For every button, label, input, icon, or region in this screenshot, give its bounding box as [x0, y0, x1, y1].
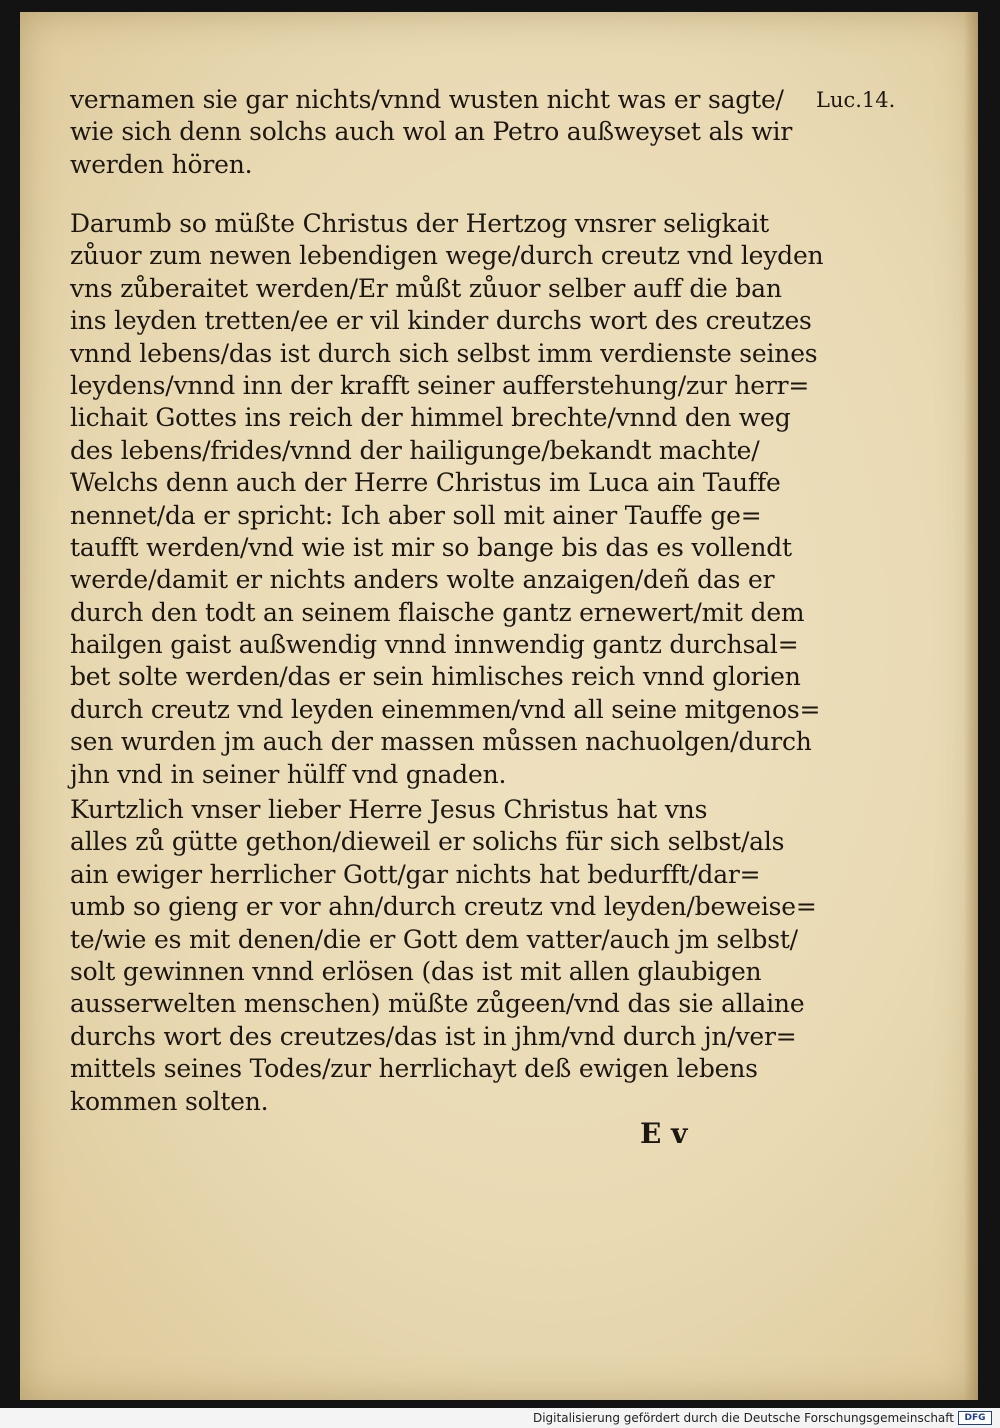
text-line: Kurtzlich vnser lieber Herre Jesus Christus hat vns: [70, 795, 708, 824]
paragraph-1: [70, 84, 850, 181]
text-line: ain ewiger herrlicher Gott/gar nichts hat bedurfft/dar=: [70, 859, 761, 889]
paragraph-2: [70, 208, 850, 791]
text-line: alles zů gütte gethon/dieweil er solichs für sich selbst/als: [70, 827, 785, 857]
text-line: zůuor zum newen lebendigen wege/durch creutz vnd leyden: [70, 241, 824, 271]
text-line: te/wie es mit denen/die er Gott dem vatter/auch jm selbst/: [70, 924, 798, 954]
text-line: werde/damit er nichts anders wolte anzaigen/deñ das er: [70, 565, 775, 595]
dfg-logo-icon: DFG: [958, 1411, 992, 1425]
text-line: ausserwelten menschen) müßte zůgeen/vnd das sie allaine: [70, 989, 805, 1019]
text-line: bet solte werden/das er sein himlisches reich vnnd glorien: [70, 662, 801, 692]
text-line: wie sich denn solchs auch wol an Petro außweyset als wir: [70, 117, 793, 147]
text-line: werden hören.: [70, 149, 253, 179]
text-line: vns zůberaitet werden/Er můßt zůuor selber auff die ban: [70, 273, 782, 303]
scanned-page: [20, 12, 978, 1400]
text-line: sen wurden jm auch der massen můssen nachuolgen/durch: [70, 727, 812, 757]
text-line: jhn vnd in seiner hülff vnd gnaden.: [70, 759, 507, 789]
paragraph-3: [70, 794, 850, 1118]
funding-notice: Digitalisierung gefördert durch die Deutsche Forschungsgemeinschaft: [532, 1411, 954, 1425]
text-line: taufft werden/vnd wie ist mir so bange bis das es vollendt: [70, 532, 792, 562]
text-line: nennet/da er spricht: Ich aber soll mit ainer Tauffe ge=: [70, 500, 762, 530]
margin-note: Luc.14.: [816, 88, 896, 112]
text-line: Darumb so müßte Christus der Hertzog vnsrer seligkait: [70, 209, 769, 238]
text-line: des lebens/frides/vnnd der hailigunge/bekandt machte/: [70, 435, 760, 465]
text-line: leydens/vnnd inn der krafft seiner aufferstehung/zur herr=: [70, 370, 810, 400]
text-line: durchs wort des creutzes/das ist in jhm/vnd durch jn/ver=: [70, 1021, 797, 1051]
signature-mark: E v: [640, 1117, 688, 1150]
footer-bar: [0, 1408, 1000, 1428]
text-line: kommen solten.: [70, 1086, 269, 1116]
text-line: umb so gieng er vor ahn/durch creutz vnd leyden/beweise=: [70, 892, 817, 922]
text-line: Welchs denn auch der Herre Christus im Luca ain Tauffe: [70, 468, 781, 498]
text-line: hailgen gaist außwendig vnnd innwendig gantz durchsal=: [70, 630, 799, 660]
text-line: durch den todt an seinem flaische gantz ernewert/mit dem: [70, 597, 805, 627]
text-line: vnnd lebens/das ist durch sich selbst imm verdienste seines: [70, 338, 818, 368]
text-line: mittels seines Todes/zur herrlichayt deß ewigen lebens: [70, 1054, 758, 1084]
page-edge-shadow: [964, 12, 978, 1400]
text-line: solt gewinnen vnnd erlösen (das ist mit allen glaubigen: [70, 956, 762, 986]
text-line: vernamen sie gar nichts/vnnd wusten nicht was er sagte/: [70, 85, 784, 114]
text-line: ins leyden tretten/ee er vil kinder durchs wort des creutzes: [70, 306, 812, 336]
text-line: lichait Gottes ins reich der himmel brechte/vnnd den weg: [70, 403, 791, 433]
text-line: durch creutz vnd leyden einemmen/vnd all seine mitgenos=: [70, 694, 821, 724]
